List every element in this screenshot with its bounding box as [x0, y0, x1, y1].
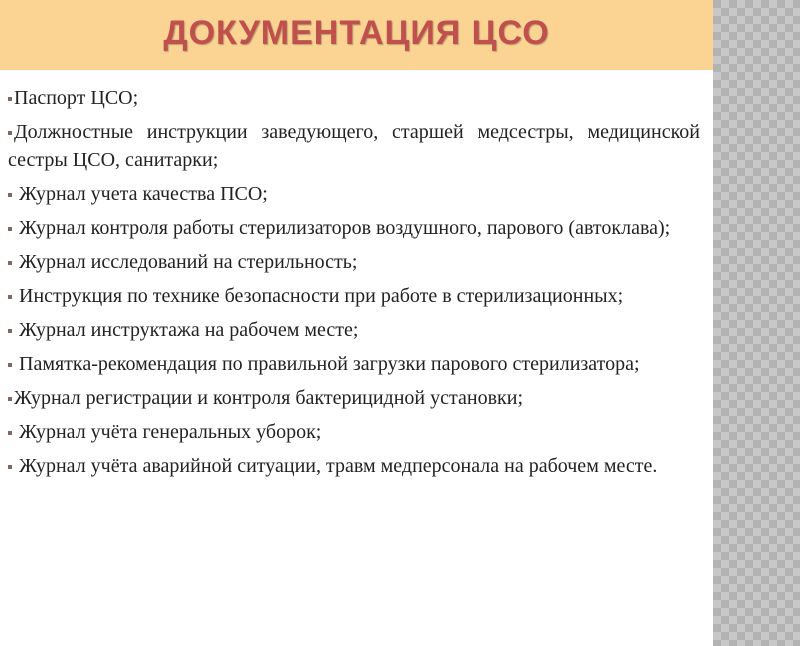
- list-item: [6, 248, 700, 276]
- list-item-text: Журнал регистрации и контроля бактерицидной установки;: [14, 387, 523, 409]
- title-bar: [0, 0, 713, 70]
- list-item: [6, 118, 700, 174]
- bullet-icon: [8, 295, 12, 299]
- list-item: [6, 84, 700, 112]
- list-item: [6, 418, 700, 446]
- bullet-icon: [8, 97, 12, 101]
- list-item: [6, 350, 700, 378]
- bullet-icon: [8, 193, 12, 197]
- list-item: [6, 214, 700, 242]
- document-list: [6, 84, 700, 486]
- list-item: [6, 282, 700, 310]
- list-item-text: Журнал учета качества ПСО;: [14, 183, 268, 205]
- list-item-text: Паспорт ЦСО;: [14, 87, 139, 109]
- list-item: [6, 384, 700, 412]
- list-item: [6, 316, 700, 344]
- list-item-text: Инструкция по технике безопасности при работе в стерилизационных;: [14, 285, 624, 307]
- list-item-text: Журнал контроля работы стерилизаторов воздушного, парового (автоклава);: [14, 217, 671, 239]
- list-item-text: Журнал учёта аварийной ситуации, травм медперсонала на рабочем месте.: [14, 455, 658, 477]
- bullet-icon: [8, 227, 12, 231]
- decorative-pattern: [713, 0, 800, 646]
- list-item-text: Журнал исследований на стерильность;: [14, 251, 358, 273]
- bullet-icon: [8, 131, 12, 135]
- list-item: [6, 452, 700, 480]
- list-item-text: Журнал инструктажа на рабочем месте;: [14, 319, 359, 341]
- list-item-text: Памятка-рекомендация по правильной загрузки парового стерилизатора;: [14, 353, 640, 375]
- bullet-icon: [8, 363, 12, 367]
- bullet-icon: [8, 465, 12, 469]
- bullet-icon: [8, 261, 12, 265]
- bullet-icon: [8, 329, 12, 333]
- list-item-text: Журнал учёта генеральных уборок;: [14, 421, 322, 443]
- list-item: [6, 180, 700, 208]
- bullet-icon: [8, 397, 12, 401]
- slide-title: ДОКУМЕНТАЦИЯ ЦСО: [163, 14, 550, 52]
- bullet-icon: [8, 431, 12, 435]
- list-item-text: Должностные инструкции заведующего, старшей медсестры, медицинской сестры ЦСО, санитарки;: [8, 121, 700, 171]
